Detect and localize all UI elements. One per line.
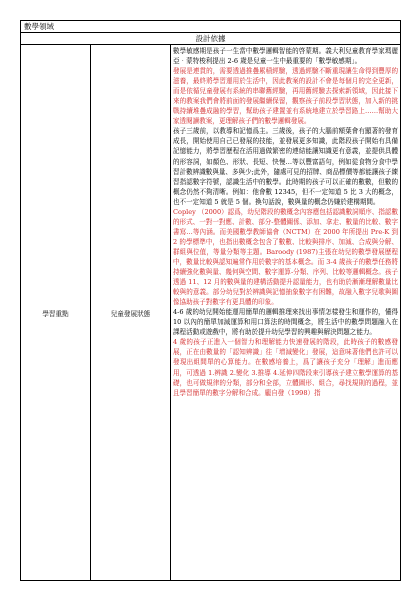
content-cell xyxy=(171,45,401,581)
domain-header-cell xyxy=(21,21,401,33)
domain-title: 數學領域 xyxy=(24,22,54,31)
paragraph-age-four: 4 歲的孩子正進入一個智力和理解能力快速發展的階段，此時孩子的數感發展，正在由數量的「認知辨識」往「增減變化」發展，這意味著他們也許可以發現出組間單的心算能力。在數感培養上，爲了讓孩子充分「理解」進而應用，可透過 1.辨識 2.變化 3.推導 4.延伸四階段來引導孩子建立數學運算的基礎，也可做規律的分類，部分和全部，立體圖形、組合，尋找規則的過程，並且學習簡單的數字分解和合成。龐自發（1998）指 xyxy=(173,338,399,397)
learning-focus-cell xyxy=(21,45,91,581)
design-basis-title: 設計依據 xyxy=(195,34,226,43)
child-development-cell xyxy=(91,45,171,581)
paragraph-sensitive-period: 數學敏感期是孩子一生當中數學邏輯智能的啓蒙期。義大利兒童教育學家瑪麗亞‧蒙特梭利提出 2-6 歲是兒童一生中最重要的「數學敏感期」。 xyxy=(173,47,399,66)
design-basis-header-cell xyxy=(21,33,401,45)
paragraph-age-three: 孩子三歲前，以教導和記憶爲主。三歲後，孩子的大腦前額葉會有顯著的發育成長，開始使用自己已發展的技能，並發展更多知識，此階段孩子開始有具備記憶能力，將學習歷程在活用過做繁密的連結能讓知識更有意義，並提供具體的形容詞，如顏色、形狀、長短、快慢…等以豐富語句，例如從食物分食中學習計數辨識數與量、多與少;此外，隨處可見的招牌、商品標價等都能讓孩子練習指認數字符號，認識生活中的數學。此時期的孩子可以正確的數數，但數的概念仍然不夠清晰。例如：他會數 12345，但不一定知道 5 比 3 大的概念，也不一定知道 5 就是 5 個。換句話說，數與量的概念仍嫌於建構期間。 xyxy=(173,127,399,206)
paragraph-age-four-six: 4-6 歲的幼兒開始能運用簡單的邏輯推理來找出事情怎樣發生和運作的，懂得 10 以內的簡單加減運算和用口算法的時間概念，將生活中的數學問題融入在課程活動或遊戲中，將有助於提升幼兒學習的興趣與解決問題之能力。 xyxy=(173,308,399,337)
document-page xyxy=(20,20,400,580)
paragraph-number-concepts: Copley （2000）認爲，幼兒階段的數概念內容應包括認識數詞順序、指認數的形式、一對一對應、計數、部分-整體關係、添加、拿走、數量的比較、數字書寫…等內涵。而美國數學教師協會（NCTM）在 2000 年所提出 Pre-K 到 2 的學標準中，也指出數概念包含了數數、比較與排序、加減、合成與分解、群組與位值，等量分類等主題。Baroody (1987)主張在幼兒的數學發展歷程中，數量比較與認知遍常作用於數字的基本概念。而 3-4 歲孩子的數學任務將持續強化數與量、幾何與空間、數字運算-分類、序列、比較等邏輯概念。孩子透過 11、12 月的數與量的建構活動提升認量能力，也有助於漸漸理解數量比較與的意義。部分幼兒對於辨識與記憶抽象數字有困難，故融入數字兒歌與圖像協助孩子對數字有更具體的印象。 xyxy=(173,207,399,307)
paragraph-continuity: 發展是連貫的，需要透過推疊累積經驗，透過經驗不斷重現讓生命得到豐厚的滋養，最終將學習運用於生活中，因此教案的設計不會是每個月的完全更新，而是依循兒童發展有系統的串聯舊經驗，再用舊經驗去探索新領域，因此接下來的教案我們會將前面的發展繼續保留，觀察孩子前段學習狀態，加入新的挑戰持續堆疊成融的學習，幫助孩子建置並有系統地建立於學習路上……幫助大家透閱讀教案，更理解孩子們的數學邏輯發展。 xyxy=(173,67,399,126)
child-development-label: 兒童發展狀態 xyxy=(110,309,151,318)
learning-focus-label: 學習重點 xyxy=(42,309,69,318)
curriculum-table xyxy=(20,20,401,581)
